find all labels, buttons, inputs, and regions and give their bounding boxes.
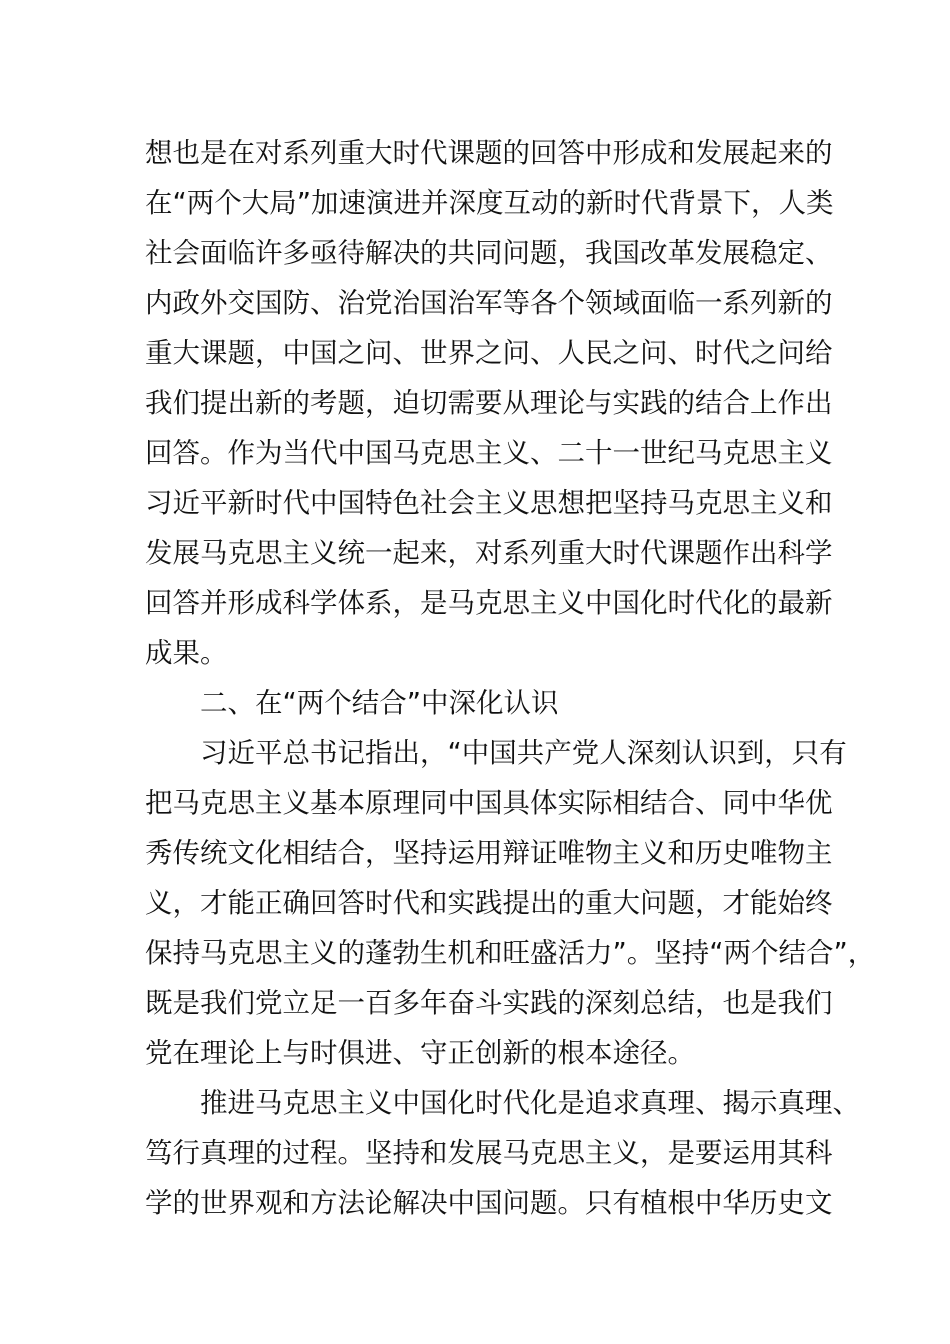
text-line: 回答。作为当代中国马克思主义、二十一世纪马克思主义 — [145, 437, 833, 469]
text-line: 既是我们党立足一百多年奋斗实践的深刻总结，也是我们 — [145, 987, 833, 1019]
text-line: 推进马克思主义中国化时代化是追求真理、揭示真理、 — [200, 1087, 860, 1119]
text-line: 秀传统文化相结合，坚持运用辩证唯物主义和历史唯物主 — [145, 837, 833, 869]
text-line: 学的世界观和方法论解决中国问题。只有植根中华历史文 — [145, 1187, 833, 1219]
body-text — [145, 128, 876, 1228]
text-line: 笃行真理的过程。坚持和发展马克思主义，是要运用其科 — [145, 1137, 833, 1169]
text-line: 回答并形成科学体系，是马克思主义中国化时代化的最新 — [145, 587, 833, 619]
text-line: 保持马克思主义的蓬勃生机和旺盛活力”。坚持“两个结合”， — [145, 937, 876, 969]
text-line: 成果。 — [145, 637, 228, 669]
text-line: 把马克思主义基本原理同中国具体实际相结合、同中华优 — [145, 787, 833, 819]
text-line: 社会面临许多亟待解决的共同问题，我国改革发展稳定、 — [145, 237, 833, 269]
text-line: 党在理论上与时俱进、守正创新的根本途径。 — [145, 1037, 695, 1069]
text-line: 我们提出新的考题，迫切需要从理论与实践的结合上作出 — [145, 387, 833, 419]
text-line: 发展马克思主义统一起来，对系列重大时代课题作出科学 — [145, 537, 833, 569]
section-heading: 二、在“两个结合”中深化认识 — [200, 687, 559, 719]
text-line: 义，才能正确回答时代和实践提出的重大问题，才能始终 — [145, 887, 833, 919]
text-line: 内政外交国防、治党治国治军等各个领域面临一系列新的 — [145, 287, 833, 319]
text-line: 在“两个大局”加速演进并深度互动的新时代背景下，人类 — [145, 187, 834, 219]
text-line: 重大课题，中国之问、世界之问、人民之问、时代之问给 — [145, 337, 833, 369]
text-line: 想也是在对系列重大时代课题的回答中形成和发展起来的 — [145, 137, 833, 169]
text-line: 习近平总书记指出，“中国共产党人深刻认识到，只有 — [200, 737, 847, 769]
text-line: 习近平新时代中国特色社会主义思想把坚持马克思主义和 — [145, 487, 833, 519]
